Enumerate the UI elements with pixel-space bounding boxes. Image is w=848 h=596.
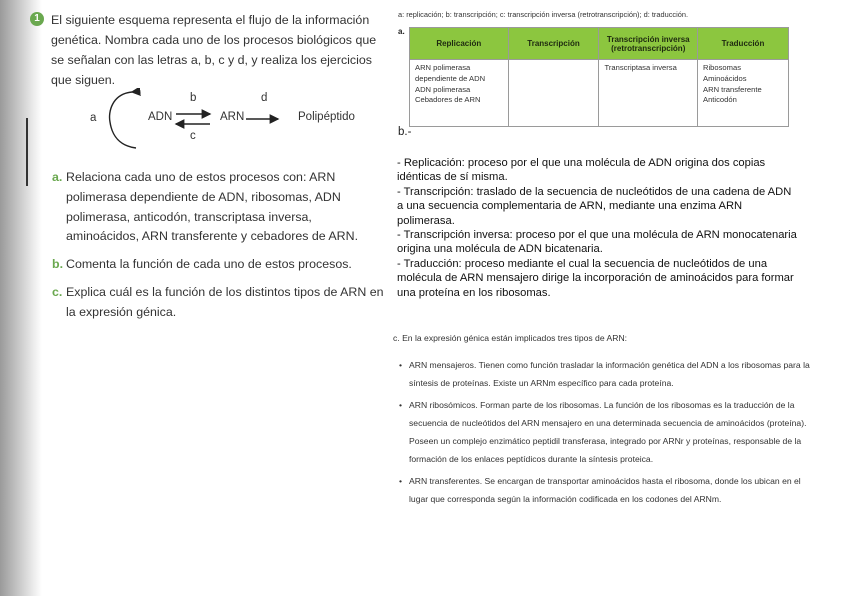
cell-item: Transcriptasa inversa xyxy=(604,63,677,72)
question-list xyxy=(52,168,387,331)
header-replicacion: Replicación xyxy=(410,28,509,60)
arn-mensajero-text: ARN mensajeros. Tienen como función trasladar la información genética del ADN a los ribosomas para la síntesis de proteínas. Existe un ARNm específico para cada proteína. xyxy=(409,360,810,388)
arn-transferente-text: ARN transferentes. Se encargan de transportar aminoácidos hasta el ribosoma, donde los ubican en el lugar que corresponda según la información codificada en los codones del ARNm. xyxy=(409,476,801,504)
answer-c-intro: c. En la expresión génica están implicados tres tipos de ARN: xyxy=(393,333,628,343)
flow-arrows-svg xyxy=(70,88,390,158)
header-traduccion: Traducción xyxy=(698,28,789,60)
question-b xyxy=(52,255,387,275)
cell-item: Ribosomas xyxy=(703,63,741,72)
answer-table xyxy=(409,27,789,127)
answer-b-text xyxy=(397,156,797,300)
label-a: a xyxy=(90,112,97,124)
list-item xyxy=(393,396,813,468)
bullet: • xyxy=(399,476,403,486)
list-item xyxy=(393,472,813,508)
table-header-row xyxy=(410,28,789,60)
answer-legend: a: replicación; b: transcripción; c: transcripción inversa (retrotranscripción); d: traducción. xyxy=(398,10,688,19)
answer-c-section xyxy=(393,331,813,512)
exercise-statement: El siguiente esquema representa el flujo de la información genética. Nombra cada uno de los procesos biológicos que se señalan con las letras a, b, c y d, y realiza los ejercicios que siguen. xyxy=(51,13,377,87)
cell-item: Aminoácidos xyxy=(703,73,747,83)
node-adn: ADN xyxy=(148,111,173,123)
cell-item: ADN polimerasa xyxy=(415,84,471,94)
question-text: Explica cuál es la función de los distintos tipos de ARN en la expresión génica. xyxy=(66,284,384,319)
question-text: Comenta la función de cada uno de estos procesos. xyxy=(66,257,352,272)
cell-transcripcion xyxy=(508,60,599,127)
margin-bar xyxy=(26,118,28,186)
label-c: c xyxy=(190,130,196,142)
cell-item: Anticodón xyxy=(703,95,737,105)
exercise-number-badge: 1 xyxy=(30,12,44,26)
question-letter: b. xyxy=(52,257,64,272)
label-d: d xyxy=(261,92,268,104)
question-c xyxy=(52,283,387,323)
node-polipeptido: Polipéptido xyxy=(298,111,355,123)
question-a xyxy=(52,168,387,247)
table-row xyxy=(410,60,789,127)
answer-b-traduccion: - Traducción: proceso mediante el cual la secuencia de nucleótidos de una molécula de ARN mensajero dirige la incorporación de aminoácidos para formar una proteína en los ribosomas. xyxy=(397,257,794,299)
answer-b-label: b.- xyxy=(398,126,412,138)
question-text: Relaciona cada uno de estos procesos con: ARN polimerasa dependiente de ADN, ribosomas, ADN polimerasa, anticodón, transcriptasa inversa, aminoácidos, ARN transferente y cebadores de ARN. xyxy=(66,170,359,244)
header-transcripcion-inversa: Transcripción inversa (retrotranscripción) xyxy=(599,28,698,60)
list-item xyxy=(393,356,813,392)
node-arn: ARN xyxy=(220,111,245,123)
answer-b-replicacion: - Replicación: proceso por el que una molécula de ADN origina dos copias idénticas de sí misma. xyxy=(397,157,766,184)
header-transcripcion: Transcripción xyxy=(508,28,599,60)
cell-traduccion xyxy=(698,60,789,127)
question-letter: a. xyxy=(52,170,63,184)
cell-replicacion xyxy=(410,60,509,127)
label-b: b xyxy=(190,92,197,104)
question-letter: c. xyxy=(52,284,63,299)
cell-item: Cebadores de ARN xyxy=(415,95,481,105)
cell-item: ARN transferente xyxy=(703,84,762,94)
answer-b-transcripcion-inversa: - Transcripción inversa: proceso por el que una molécula de ARN monocatenaria origina una molécula de ADN bicatenaria. xyxy=(397,229,797,256)
genetic-flow-diagram xyxy=(70,88,390,158)
answer-a-label: a. xyxy=(398,27,405,36)
arn-ribosomico-text: ARN ribosómicos. Forman parte de los ribosomas. La función de los ribosomas es la traducción de la secuencia de nucleótidos del ARN mensajero en una determinada secuencia de aminoácidos (proteína). Poseen un complejo enzimático peptidil transferasa, integrado por ARNr y proteínas, responsable de la formación de los enlaces peptídicos durante la síntesis proteica. xyxy=(409,400,807,464)
replication-loop-arrow xyxy=(110,92,136,148)
answer-b-transcripcion: - Transcripción: traslado de la secuencia de nucleótidos de una cadena de ADN a una secuencia complementaria de ARN, mediante una enzima ARN polimerasa. xyxy=(397,185,792,227)
bullet: • xyxy=(399,360,403,370)
cell-item: ARN polimerasa dependiente de ADN xyxy=(415,63,486,83)
page-gutter-shadow xyxy=(0,0,42,596)
bullet: • xyxy=(399,400,403,410)
cell-transcripcion-inversa xyxy=(599,60,698,127)
